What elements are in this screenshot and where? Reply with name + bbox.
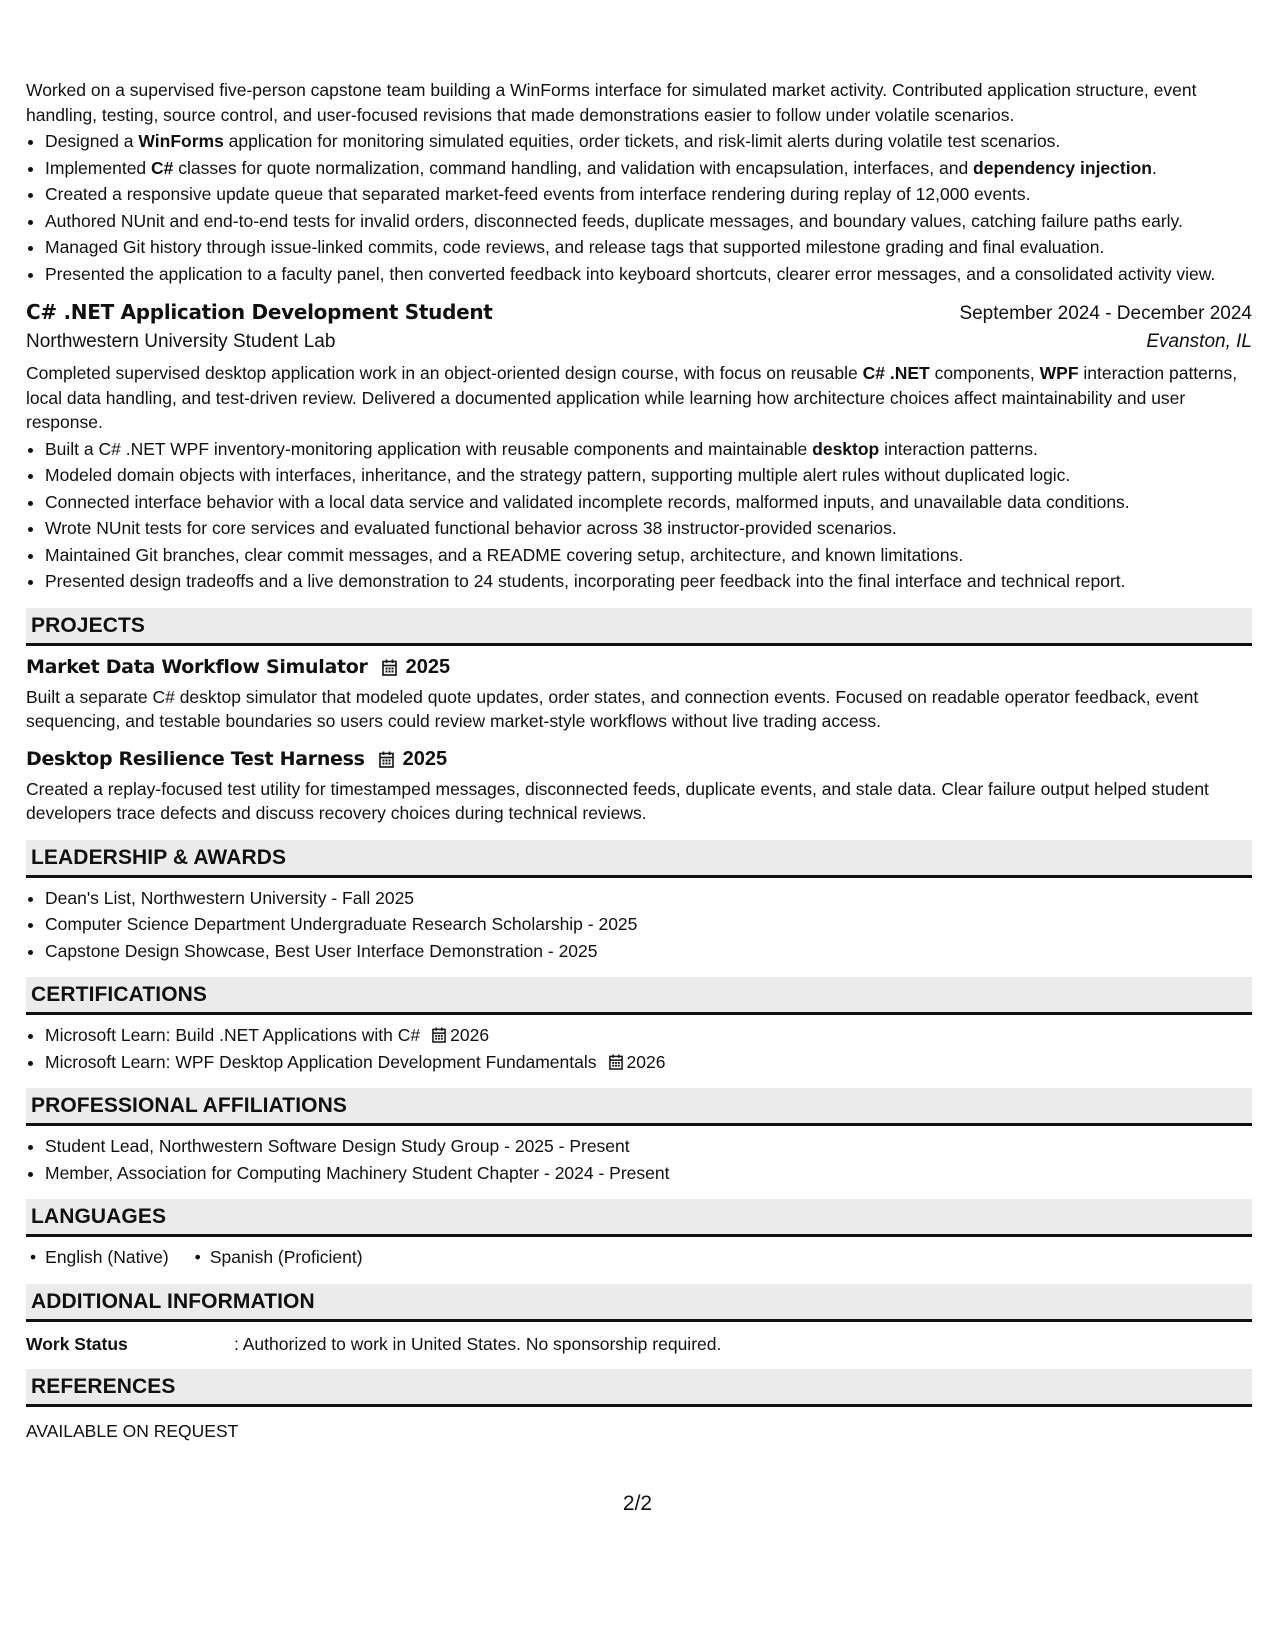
job2-header (26, 300, 1252, 325)
list-item: • Implemented C# classes for quote normalization, command handling, and validation with encapsulation, interfaces, and dependency injection. (45, 156, 1252, 181)
list-item: • Created a responsive update queue that separated market-feed events from interface rendering during replay of 12,000 events. (45, 182, 1252, 207)
list-item: • Maintained Git branches, clear commit messages, and a README covering setup, architecture, and known limitations. (45, 543, 1252, 568)
project-title: Market Data Workflow Simulator (26, 656, 368, 678)
job-title: C# .NET Application Development Student (26, 300, 493, 324)
list-item: • Member, Association for Computing Machinery Student Chapter - 2024 - Present (45, 1161, 1252, 1186)
project-description: Built a separate C# desktop simulator that modeled quote updates, order states, and connection events. Focused on readable operator feedback, event sequencing, and testable boundaries so users could review market-style workflows without live trading access. (26, 686, 1199, 731)
work-status-label: Work Status (26, 1333, 128, 1354)
list-item: • English (Native) (26, 1245, 169, 1270)
list-item: • Dean's List, Northwestern University - Fall 2025 (45, 886, 1252, 911)
job2-bullets (26, 437, 1252, 594)
resume-page (26, 78, 1252, 1442)
section-heading-affiliations: PROFESSIONAL AFFILIATIONS (26, 1088, 1252, 1126)
list-item: • Microsoft Learn: Build .NET Applications with C# 2026 (45, 1023, 1252, 1048)
section-heading-leadership: LEADERSHIP & AWARDS (26, 840, 1252, 878)
job1-summary: Worked on a supervised five-person capstone team building a WinForms interface for simulated market activity. Contributed application structure, event handling, testing, source control, and user-focused revisions that made demonstrations easier to follow under volatile scenarios. (26, 80, 1197, 125)
affiliations-list (26, 1134, 1252, 1185)
list-item: • Connected interface behavior with a local data service and validated incomplete records, malformed inputs, and unavailable data conditions. (45, 490, 1252, 515)
languages-list (26, 1245, 1252, 1270)
project-description: Created a replay-focused test utility for timestamped messages, disconnected feeds, duplicate events, and stale data. Clear failure output helped student developers trace defects and discuss recovery choices during technical reviews. (26, 778, 1209, 823)
project-title: Desktop Resilience Test Harness (26, 748, 365, 770)
section-heading-projects: PROJECTS (26, 608, 1252, 646)
list-item: • Wrote NUnit tests for core services and evaluated functional behavior across 38 instructor-provided scenarios. (45, 516, 1252, 541)
job-organization: Northwestern University Student Lab (26, 331, 336, 352)
section-heading-certifications: CERTIFICATIONS (26, 977, 1252, 1015)
job-location: Evanston, IL (1146, 331, 1252, 352)
leadership-list (26, 886, 1252, 964)
project-header (26, 748, 1252, 771)
job2-subheader (26, 331, 1252, 353)
list-item: • Spanish (Proficient) (191, 1245, 363, 1270)
references-text: AVAILABLE ON REQUEST (26, 1420, 239, 1441)
list-item: • Designed a WinForms application for monitoring simulated equities, order tickets, and risk-limit alerts during volatile test scenarios. (45, 129, 1252, 154)
calendar-icon (432, 1027, 446, 1043)
job-dates: September 2024 - December 2024 (959, 303, 1252, 324)
list-item: • Presented the application to a faculty panel, then converted feedback into keyboard shortcuts, clearer error messages, and a consolidated activity view. (45, 262, 1252, 287)
section-heading-additional: ADDITIONAL INFORMATION (26, 1284, 1252, 1322)
list-item: • Student Lead, Northwestern Software Design Study Group - 2025 - Present (45, 1134, 1252, 1159)
list-item: • Microsoft Learn: WPF Desktop Application Development Fundamentals 2026 (45, 1050, 1252, 1075)
list-item: • Modeled domain objects with interfaces, inheritance, and the strategy pattern, supporting multiple alert rules without duplicated logic. (45, 463, 1252, 488)
list-item: • Managed Git history through issue-linked commits, code reviews, and release tags that supported milestone grading and final evaluation. (45, 235, 1252, 260)
list-item: • Authored NUnit and end-to-end tests for invalid orders, disconnected feeds, duplicate messages, and boundary values, catching failure paths early. (45, 209, 1252, 234)
section-heading-references: REFERENCES (26, 1369, 1252, 1407)
list-item: • Built a C# .NET WPF inventory-monitoring application with reusable components and maintainable desktop interaction patterns. (45, 437, 1252, 462)
certifications-list (26, 1023, 1252, 1074)
list-item: • Capstone Design Showcase, Best User Interface Demonstration - 2025 (45, 939, 1252, 964)
calendar-icon (382, 659, 397, 676)
work-status-value: : Authorized to work in United States. No sponsorship required. (234, 1333, 722, 1354)
calendar-icon (609, 1054, 623, 1070)
project-year: 2025 (402, 747, 448, 770)
project-year: 2025 (405, 655, 451, 678)
section-heading-languages: LANGUAGES (26, 1199, 1252, 1237)
work-status-row (26, 1334, 1252, 1355)
calendar-icon (379, 751, 394, 768)
list-item: • Computer Science Department Undergraduate Research Scholarship - 2025 (45, 912, 1252, 937)
job1-bullets (26, 129, 1252, 286)
project-header (26, 656, 1252, 679)
page-number: 2/2 (622, 1492, 653, 1515)
list-item: • Presented design tradeoffs and a live demonstration to 24 students, incorporating peer feedback into the final interface and technical report. (45, 569, 1252, 594)
job2-summary: Completed supervised desktop application work in an object-oriented design course, with focus on reusable C# .NET components, WPF interaction patterns, local data handling, and test-driven review. Delivered a documented application while learning how architecture choices affect maintainability and user response. (26, 363, 1238, 432)
